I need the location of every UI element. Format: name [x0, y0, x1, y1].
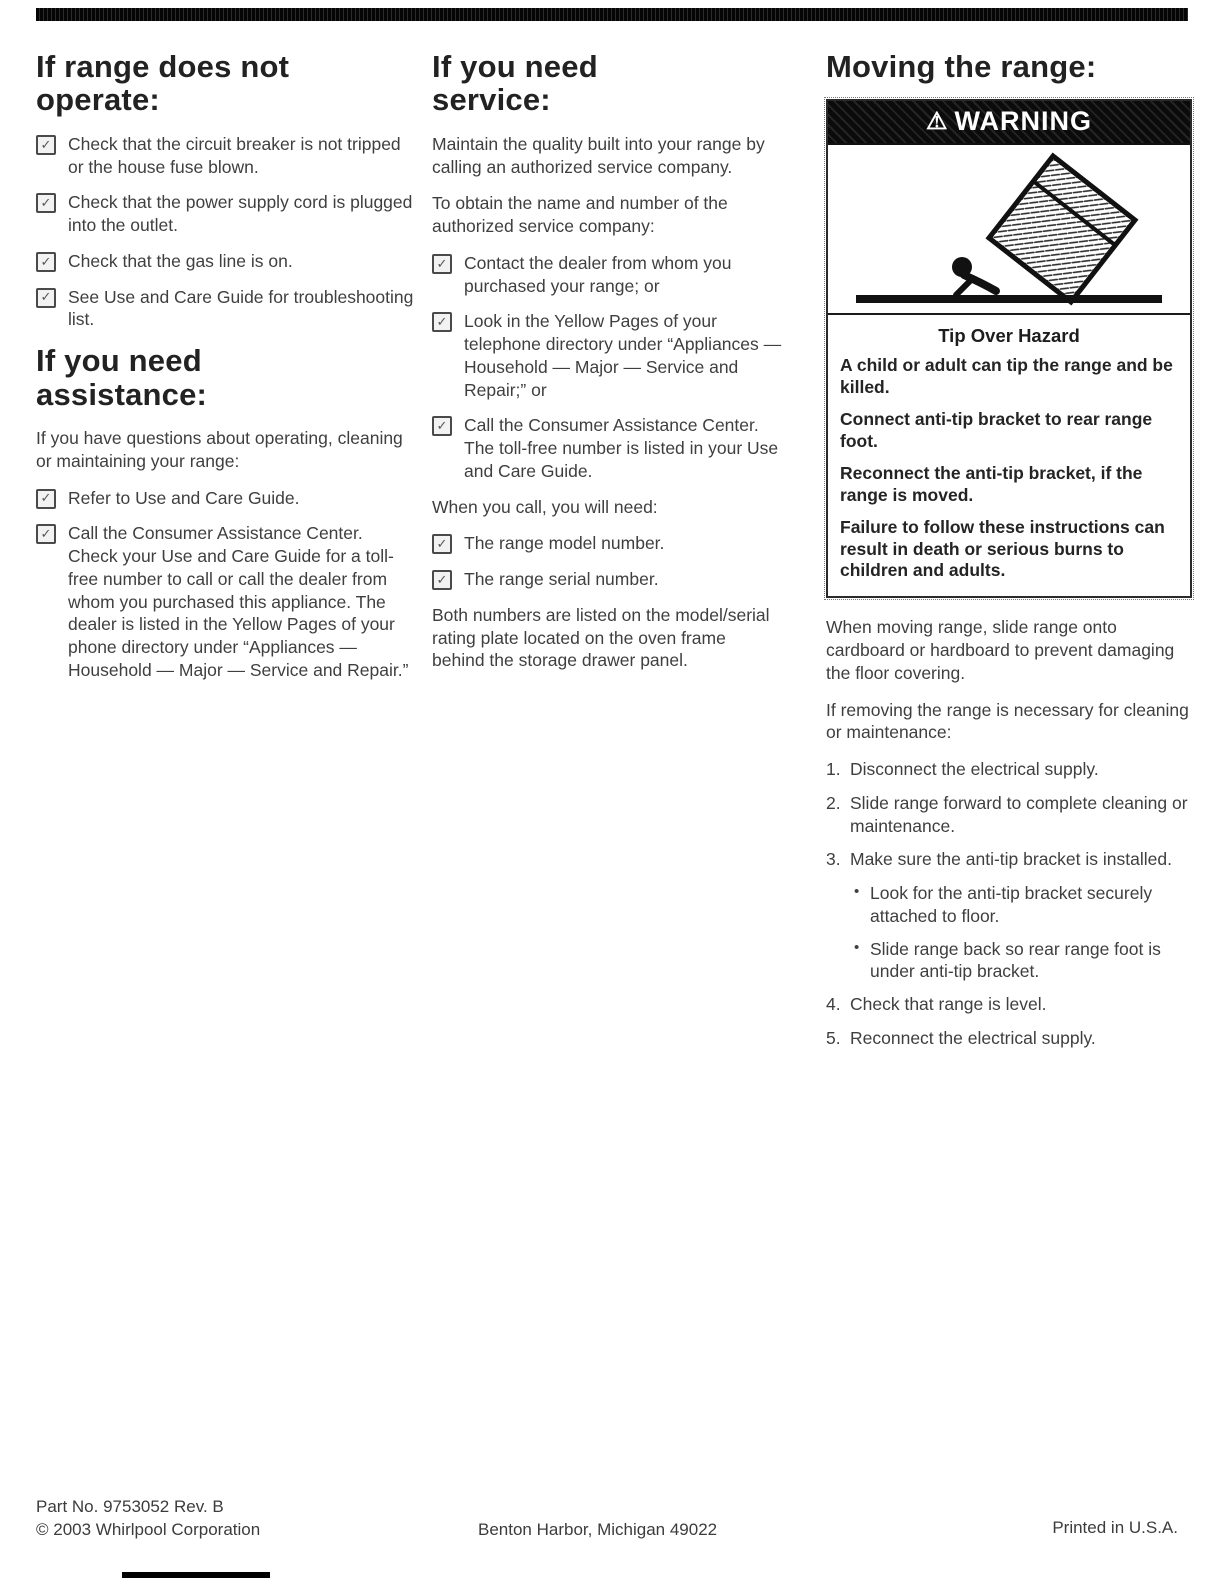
warning-header [828, 101, 1190, 145]
checkbox-icon: ✓ [36, 252, 56, 272]
checklist-item [432, 568, 782, 591]
checkbox-icon: ✓ [432, 312, 452, 332]
column-moving [826, 40, 1192, 1061]
assistance-intro: If you have questions about operating, cleaning or maintaining your range: [36, 428, 403, 471]
checklist-item [36, 250, 416, 273]
numbered-step [826, 993, 1192, 1016]
hazard-title: Tip Over Hazard [938, 325, 1080, 347]
bottom-registration-mark [122, 1572, 270, 1578]
warning-body [828, 315, 1190, 596]
step-number: 2. [826, 792, 841, 813]
checklist-item-text: Call the Consumer Assistance Center. Check your Use and Care Guide for a toll-free number to call or call the dealer from whom you purchased this appliance. The dealer is listed in the Yellow Pages of your phone directory under “Appliances — Household — Major — Service and Repair.” [68, 523, 409, 680]
heading-need-assistance: If you need assistance: [36, 343, 208, 412]
top-rule [36, 8, 1188, 21]
heading-range-does-not-operate: If range does not operate: [36, 49, 290, 118]
heading-need-service: If you need service: [432, 49, 598, 118]
column-operate [36, 40, 416, 1061]
checklist-item [36, 286, 416, 332]
step-text: Reconnect the electrical supply. [850, 1027, 1096, 1048]
checklist-item [36, 133, 416, 179]
checklist-item [36, 191, 416, 237]
checkbox-icon: ✓ [36, 193, 56, 213]
checklist-item [36, 487, 416, 510]
warning-line: Reconnect the anti-tip bracket, if the range is moved. [840, 462, 1143, 505]
step-text: Check that range is level. [850, 994, 1047, 1015]
step-number: 4. [826, 994, 841, 1015]
checklist-item-text: Contact the dealer from whom you purchased your range; or [464, 252, 732, 296]
checklist-item-text: See Use and Care Guide for troubleshooting list. [68, 286, 414, 330]
checkbox-icon: ✓ [36, 288, 56, 308]
warning-label: WARNING [954, 106, 1092, 137]
rating-plate-note: Both numbers are listed on the model/serial rating plate located on the oven frame behind the storage drawer panel. [432, 604, 770, 671]
content-columns [36, 40, 1192, 1061]
tip-over-pictogram [828, 145, 1190, 315]
substep-text: Slide range back so rear range foot is under anti-tip bracket. [870, 938, 1161, 982]
checklist-item-text: Check that the gas line is on. [68, 250, 293, 271]
checklist-item-text: The range serial number. [464, 569, 659, 590]
step-number: 1. [826, 759, 841, 780]
footer-address: Benton Harbor, Michigan 49022 [478, 1520, 718, 1539]
checklist-item-text: The range model number. [464, 533, 665, 554]
moving-para-1: When moving range, slide range onto cardboard or hardboard to prevent damaging the floor covering. [826, 617, 1175, 683]
checkbox-icon: ✓ [432, 570, 452, 590]
warning-triangle-icon: ⚠ [925, 108, 949, 136]
checklist-item [432, 532, 782, 555]
warning-line: Failure to follow these instructions can result in death or serious burns to children and adults. [840, 516, 1165, 581]
checklist-item-text: Check that the circuit breaker is not tripped or the house fuse blown. [68, 133, 401, 177]
numbered-step [826, 792, 1192, 838]
checkbox-icon: ✓ [36, 524, 56, 544]
bulleted-substep [854, 938, 1192, 984]
service-intro-2: To obtain the name and number of the authorized service company: [432, 193, 728, 237]
numbered-step [826, 758, 1192, 781]
moving-para-2: If removing the range is necessary for cleaning or maintenance: [826, 699, 1189, 743]
checklist-item-text: Check that the power supply cord is plugged into the outlet. [68, 192, 413, 236]
step-number: 3. [826, 849, 841, 870]
service-intro-1: Maintain the quality built into your range by calling an authorized service company. [432, 133, 765, 177]
checkbox-icon: ✓ [432, 416, 452, 436]
checklist-item-text: Look in the Yellow Pages of your telephone directory under “Appliances — Household — Major — Service and Repair;” or [464, 311, 782, 400]
checkbox-icon: ✓ [36, 489, 56, 509]
step-number: 5. [826, 1027, 841, 1048]
footer-left [36, 1496, 260, 1542]
checklist-item [432, 310, 782, 401]
copyright: © 2003 Whirlpool Corporation [36, 1519, 261, 1539]
bulleted-substep [854, 882, 1192, 928]
warning-line: A child or adult can tip the range and be killed. [840, 355, 1173, 398]
numbered-step [826, 1027, 1192, 1050]
checkbox-icon: ✓ [432, 534, 452, 554]
warning-line: Connect anti-tip bracket to rear range foot. [840, 409, 1153, 452]
footer-printed: Printed in U.S.A. [1052, 1518, 1178, 1537]
checkbox-icon: ✓ [36, 135, 56, 155]
bullet-icon: • [854, 883, 860, 901]
checklist-item [432, 252, 782, 298]
column-service [432, 40, 782, 1061]
substep-text: Look for the anti-tip bracket securely attached to floor. [870, 883, 1153, 926]
step-text: Slide range forward to complete cleaning or maintenance. [850, 792, 1188, 836]
warning-box [826, 99, 1192, 598]
checklist-item-text: Call the Consumer Assistance Center. The toll-free number is listed in your Use and Care Guide. [464, 415, 779, 481]
checkbox-icon: ✓ [432, 254, 452, 274]
when-you-call: When you call, you will need: [432, 496, 658, 517]
step-text: Disconnect the electrical supply. [850, 759, 1099, 780]
numbered-step [826, 848, 1192, 871]
checklist-item [36, 522, 416, 681]
checklist-item-text: Refer to Use and Care Guide. [68, 487, 300, 508]
step-text: Make sure the anti-tip bracket is installed. [850, 849, 1172, 870]
checklist-item [432, 414, 782, 482]
heading-moving-the-range: Moving the range: [826, 49, 1097, 84]
part-number: Part No. 9753052 Rev. B [36, 1497, 224, 1516]
bullet-icon: • [854, 938, 860, 956]
